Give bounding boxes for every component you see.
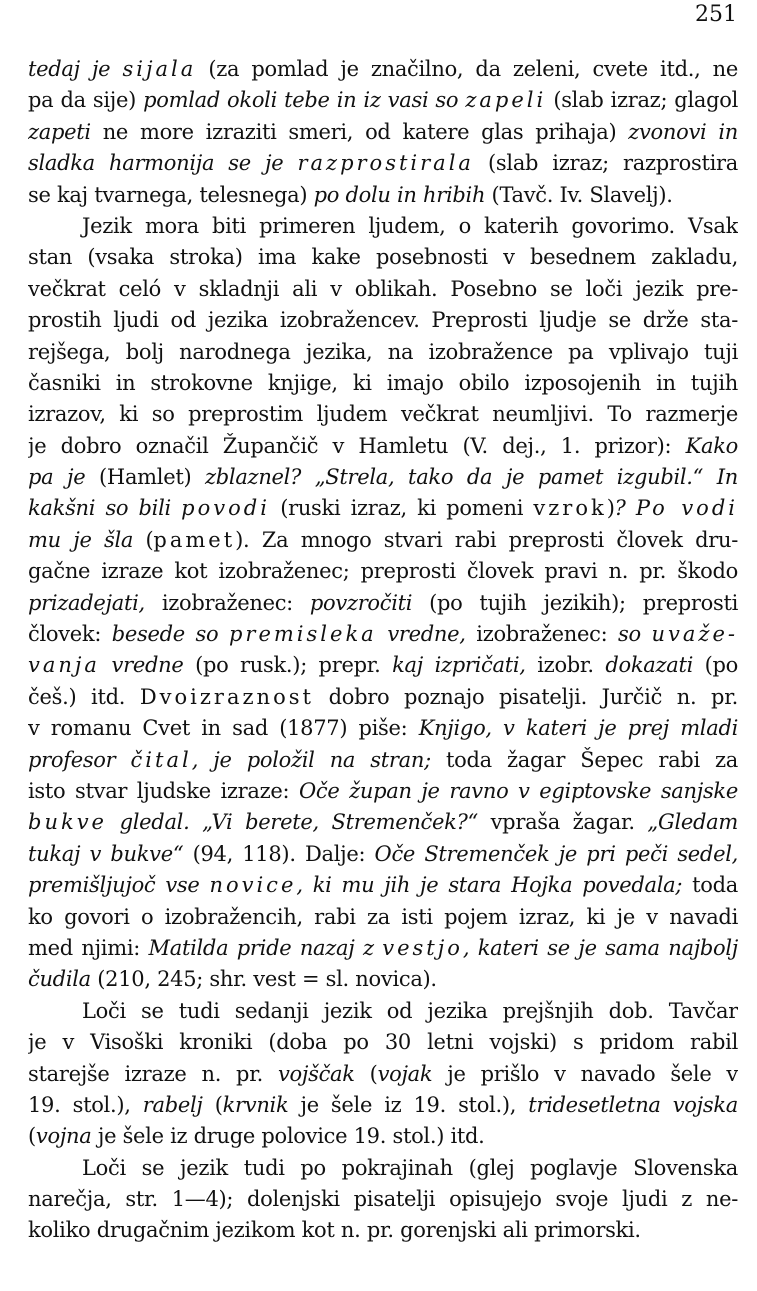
text-segment: povodi xyxy=(181,496,270,521)
text-segment: so xyxy=(618,622,652,647)
text-line xyxy=(28,117,738,148)
text-segment: sladka harmonija se je xyxy=(28,151,298,176)
text-line xyxy=(28,85,738,116)
text-line xyxy=(28,776,738,807)
text-line xyxy=(28,368,738,399)
text-segment: zvonovi in xyxy=(628,119,738,144)
text-segment: profesor xyxy=(28,747,131,772)
text-line xyxy=(28,807,738,838)
text-segment: vredne, xyxy=(376,622,466,647)
text-segment: pamet xyxy=(153,527,236,552)
text-line xyxy=(28,305,738,336)
text-segment: (po xyxy=(693,653,738,678)
text-segment: pomlad okoli tebe in iz vasi so xyxy=(143,88,466,113)
text-segment: časniki in strokovne knjige, ki imajo obilo izposojenih in tujih xyxy=(28,370,738,395)
text-segment: čital xyxy=(130,747,192,772)
text-line xyxy=(28,650,738,681)
text-segment: (210, 245; shr. vest = sl. novica). xyxy=(90,967,437,992)
text-segment: je šele iz 19. stol.), xyxy=(288,1092,529,1117)
text-segment: toda xyxy=(682,873,738,898)
text-segment: rabelj xyxy=(142,1092,203,1117)
text-line xyxy=(28,337,738,368)
text-segment: vestjo xyxy=(382,935,463,960)
text-line xyxy=(28,274,738,305)
text-segment: (Hamlet) xyxy=(85,465,206,490)
text-segment: gledal. „Vi berete, Stremenček?“ xyxy=(106,810,478,835)
text-segment: ) xyxy=(606,496,615,521)
text-line xyxy=(28,1215,738,1246)
text-segment: zapeli xyxy=(465,88,547,113)
text-segment: Po vodi xyxy=(635,496,738,521)
text-segment: „Gledam xyxy=(647,810,738,835)
text-segment: ( xyxy=(354,1061,378,1086)
text-segment: dobro poznajo pisatelji. Jurčič n. pr. xyxy=(313,684,738,709)
text-segment: (Tavč. Iv. Slavelj). xyxy=(485,182,673,207)
text-line xyxy=(28,525,738,556)
text-segment: češ.) itd. xyxy=(28,684,140,709)
text-segment: vredne xyxy=(99,653,184,678)
text-line xyxy=(28,870,738,901)
text-segment: (ruski izraz, ki pomeni xyxy=(269,496,534,521)
text-line xyxy=(28,1121,738,1152)
text-segment: izobraženec: xyxy=(144,590,310,615)
text-segment: izobraženec: xyxy=(465,622,619,647)
text-segment: isto stvar ljudske izraze: xyxy=(28,778,299,803)
text-segment: kakšni so bili xyxy=(28,496,182,521)
text-segment: Oče Stremenček je pri peči sedel, xyxy=(374,841,738,866)
text-segment: starejše izraze n. pr. xyxy=(28,1061,278,1086)
text-line xyxy=(28,1027,738,1058)
text-segment: premisleka xyxy=(228,622,377,647)
text-segment: vanja xyxy=(28,653,100,678)
text-segment: vojak xyxy=(377,1061,433,1086)
text-segment: premišljujoč vse xyxy=(28,873,210,898)
text-segment: ( xyxy=(202,1092,223,1117)
text-line xyxy=(28,242,738,273)
text-segment: (slab izraz; razprostira xyxy=(473,151,738,176)
text-segment: vojščak xyxy=(277,1061,355,1086)
text-segment: krvnik xyxy=(222,1092,289,1117)
text-line xyxy=(28,556,738,587)
text-segment: Jezik mora biti primeren ljudem, o katerih govorimo. Vsak xyxy=(82,213,738,238)
text-line xyxy=(28,713,738,744)
text-segment: (slab izraz; glagol xyxy=(546,88,738,113)
text-segment: vzrok xyxy=(533,496,607,521)
text-segment: (94, 118). Dalje: xyxy=(183,841,375,866)
text-line xyxy=(28,588,738,619)
text-line xyxy=(28,431,738,462)
text-segment: , je položil na stran; xyxy=(191,747,431,772)
text-segment: ( xyxy=(133,527,154,552)
text-segment: bukve xyxy=(28,810,107,835)
text-segment: prostih ljudi od jezika izobražencev. Preprosti ljudje se drže sta- xyxy=(28,308,738,333)
text-segment: novice xyxy=(209,873,297,898)
text-segment: ( xyxy=(28,1124,36,1149)
text-line xyxy=(28,902,738,933)
text-segment: se kaj tvarnega, telesnega) xyxy=(28,182,314,207)
text-segment: je dobro označil Župančič v Hamletu (V. dej., 1. prizor): xyxy=(28,433,686,458)
text-segment: koliko drugačnim jezikom kot n. pr. gorenjski ali primorski. xyxy=(28,1218,641,1243)
text-line xyxy=(28,399,738,430)
text-segment: zblaznel? „Strela, tako da je pamet izgubil.“ In xyxy=(205,465,738,490)
text-line xyxy=(28,54,738,85)
text-segment: večkrat celó v skladnji ali v oblikah. Posebno se loči jezik pre- xyxy=(28,276,738,301)
text-line xyxy=(28,462,738,493)
text-segment: vpraša žagar. xyxy=(477,810,648,835)
text-line xyxy=(28,745,738,776)
text-segment: dokazati xyxy=(605,653,694,678)
page-number: 251 xyxy=(695,2,737,27)
text-line xyxy=(28,682,738,713)
text-segment: izobr. xyxy=(525,653,606,678)
text-segment: v romanu Cvet in sad (1877) piše: xyxy=(28,716,419,741)
text-line xyxy=(28,148,738,179)
text-segment: (po tujih jezikih); preprosti xyxy=(412,590,738,615)
text-segment: pa da sije) xyxy=(28,88,144,113)
text-segment: narečja, str. 1—4); dolenjski pisatelji opisujejo svoje ljudi z ne- xyxy=(28,1187,738,1212)
text-segment: prizadejati, xyxy=(28,590,145,615)
text-line xyxy=(28,933,738,964)
text-segment: , ki mu jih je stara Hojka povedala; xyxy=(296,873,683,898)
text-segment: uvaže- xyxy=(651,622,738,647)
text-segment: je v Visoški kroniki (doba po 30 letni vojski) s pridom rabil xyxy=(28,1030,738,1055)
text-line xyxy=(28,180,738,211)
text-segment: je prišlo v navado šele v xyxy=(432,1061,738,1086)
text-segment: , kateri se je sama najbolj xyxy=(462,935,738,960)
text-segment: Kako xyxy=(685,433,738,458)
text-segment: tedaj je xyxy=(28,57,123,81)
text-segment: 19. stol.), xyxy=(28,1092,143,1117)
text-segment: zapeti xyxy=(28,119,91,144)
text-segment: povzročiti xyxy=(309,590,413,615)
text-segment: besede so xyxy=(111,622,229,647)
text-segment: ? xyxy=(614,496,636,521)
text-segment: ko govori o izobražencih, rabi za isti pojem izraz, ki je v navadi xyxy=(28,904,738,929)
text-line xyxy=(28,1059,738,1090)
text-segment: mu je šla xyxy=(28,527,134,552)
body-text xyxy=(28,54,738,1247)
text-segment: Knjigo, v kateri je prej mladi xyxy=(418,716,738,741)
text-segment: med njimi: xyxy=(28,935,149,960)
text-segment: razprostirala xyxy=(297,151,474,176)
text-segment: Matilda pride nazaj z xyxy=(148,935,383,960)
text-segment: vojna xyxy=(35,1124,92,1149)
text-segment: kaj izpričati, xyxy=(392,653,526,678)
text-line xyxy=(28,1090,738,1121)
text-segment: stan (vsaka stroka) ima kake posebnosti v besednem zakladu, xyxy=(28,245,738,270)
text-line xyxy=(28,1153,738,1184)
text-segment: ). Za mnogo stvari rabi preprosti človek dru- xyxy=(235,527,738,552)
text-segment: Dvoizraznost xyxy=(139,684,314,709)
text-segment: toda žagar Šepec rabi za xyxy=(430,747,738,772)
text-segment: tridesetletna vojska xyxy=(528,1092,738,1117)
text-segment: Oče župan je ravno v egiptovske sanjske xyxy=(298,778,738,803)
text-segment: Loči se tudi sedanji jezik od jezika prejšnjih dob. Tavčar xyxy=(82,998,738,1023)
text-segment: človek: xyxy=(28,622,112,647)
text-segment: Loči se jezik tudi po pokrajinah (glej poglavje Slovenska xyxy=(82,1155,738,1180)
text-segment: po dolu in hribih xyxy=(313,182,486,207)
text-line xyxy=(28,493,738,524)
text-line xyxy=(28,619,738,650)
text-segment: gačne izraze kot izobraženec; preprosti človek pravi n. pr. škodo xyxy=(28,559,738,584)
text-line xyxy=(28,964,738,995)
text-line xyxy=(28,839,738,870)
text-line xyxy=(28,211,738,242)
text-segment: tukaj v bukve“ xyxy=(28,841,184,866)
text-segment: rejšega, bolj narodnega jezika, na izobražence pa vplivajo tuji xyxy=(28,339,738,364)
text-segment: izrazov, ki so preprostim ljudem večkrat neumljivi. To razmerje xyxy=(28,402,738,427)
text-segment: (po rusk.); prepr. xyxy=(183,653,393,678)
text-segment: čudila xyxy=(28,967,91,992)
text-segment: pa je xyxy=(28,465,86,490)
text-line xyxy=(28,1184,738,1215)
text-segment: ne more izraziti smeri, od katere glas prihaja) xyxy=(90,119,629,144)
text-segment: (za pomlad je značilno, da zeleni, cvete itd., ne xyxy=(196,57,738,81)
text-segment: je šele iz druge polovice 19. stol.) itd. xyxy=(91,1124,485,1149)
text-segment: sijala xyxy=(122,57,197,81)
text-line xyxy=(28,996,738,1027)
